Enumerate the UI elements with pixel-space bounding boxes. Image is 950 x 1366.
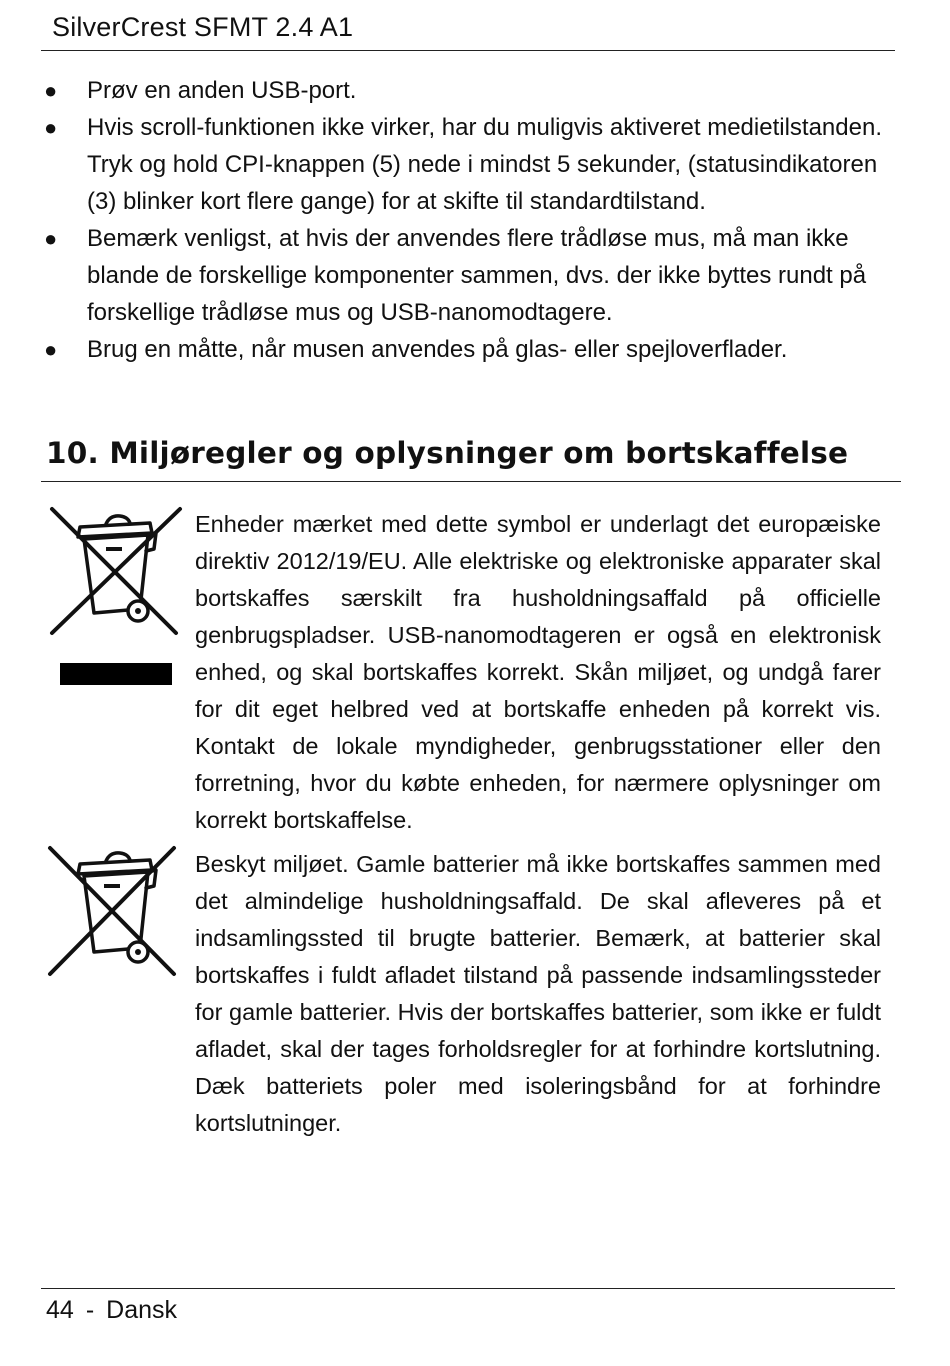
footer-language: Dansk (106, 1296, 178, 1324)
bullet-icon: ● (44, 226, 58, 251)
troubleshooting-list (41, 72, 901, 368)
running-header: SilverCrest SFMT 2.4 A1 (52, 12, 354, 42)
weee-disposal-paragraph: Enheder mærket med dette symbol er underlagt det europæiske direktiv 2012/19/EU. Alle elektriske og elektroniske apparater skal bortskaffes særskilt fra husholdningsaffald på officielle genbrugspladser. USB-nanomodtageren er også en elektronisk enhed, og skal bortskaffes korrekt. Skån miljøet, og undgå farer for dit eget helbred ved at bortskaffe enheden på korrekt vis. Kontakt de lokale myndigheder, genbrugsstationer eller den forretning, hvor du købte enheden, for nærmere oplysninger om korrekt bortskaffelse. (195, 511, 881, 833)
crossed-out-wheelie-bin-icon (46, 844, 178, 984)
footer-separator: - (85, 1296, 95, 1324)
header-divider (41, 50, 895, 51)
crossed-out-wheelie-bin-icon (48, 505, 184, 687)
page-footer (46, 1296, 177, 1325)
bullet-icon: ● (44, 115, 58, 140)
battery-disposal-paragraph: Beskyt miljøet. Gamle batterier må ikke bortskaffes sammen med det almindelige husholdningsaffald. De skal afleveres på et indsamlingssted til brugte batterier. Bemærk, at batterier skal bortskaffes i fuldt afladet tilstand på passende indsamlingssteder for gamle batterier. Hvis der bortskaffes batterier, som ikke er fuldt afladet, skal der tages forholdsregler for at forhindre kortslutning. Dæk batteriets poler med isoleringsbånd for at forhindre kortslutninger. (195, 851, 881, 1136)
list-item: ● Brug en måtte, når musen anvendes på glas- eller spejloverflader. (41, 331, 901, 368)
list-item: ● Prøv en anden USB-port. (41, 72, 901, 109)
bullet-icon: ● (44, 337, 58, 362)
list-item: ● Bemærk venligst, at hvis der anvendes flere trådløse mus, må man ikke blande de forskellige komponenter sammen, dvs. der ikke byttes rundt på forskellige trådløse mus og USB-nanomodtagere. (41, 220, 901, 331)
list-item: ● Hvis scroll-funktionen ikke virker, har du muligvis aktiveret medietilstanden. Tryk og hold CPI-knappen (5) nede i mindst 5 sekunder, (statusindikatoren (3) blinker kort flere gange) for at skifte til standardtilstand. (41, 109, 901, 220)
section-divider (41, 481, 901, 482)
page-number: 44 (46, 1296, 74, 1324)
footer-divider (41, 1288, 895, 1289)
bullet-icon: ● (44, 78, 58, 103)
section-heading: 10. Miljøregler og oplysninger om bortskaffelse (46, 436, 849, 470)
